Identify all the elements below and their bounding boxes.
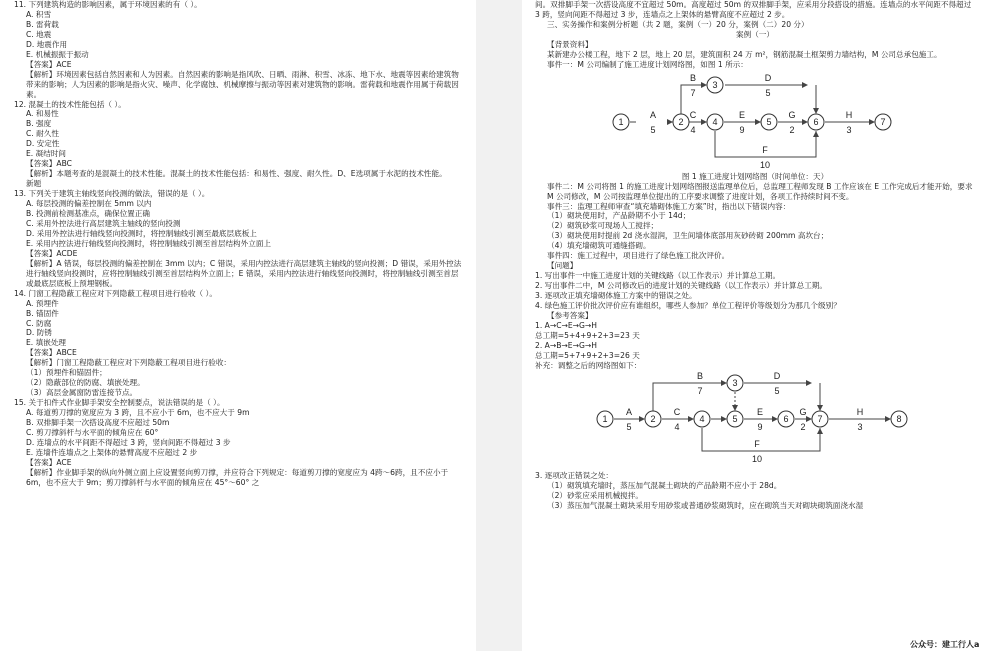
activity-duration: 3	[846, 124, 852, 135]
activity-label: H	[845, 109, 853, 120]
q14-option-c: C. 防腐	[26, 318, 52, 328]
q12-option-e: E. 凝结时间	[26, 149, 67, 159]
activity-duration: 10	[759, 159, 771, 170]
event-4: 事件四：施工过程中，项目进行了绿色施工批次评价。	[547, 251, 730, 261]
footer-watermark-text: 公众号：建工行人a	[910, 640, 980, 649]
q15-option-d: D. 连墙点的水平间距不得超过 3 跨，竖向间距不得超过 3 步	[26, 437, 231, 447]
q15-analysis: 【解析】作业脚手架的纵向外侧立面上应设置竖向剪刀撑，并应符合下列规定：每道剪刀撑的宽度应为 4跨～6跨，且不应小于 6m，也不应大于 9m；剪刀撑斜杆与水平面的倾角应在 45°～60° 之	[26, 467, 449, 487]
q14-analysis-title: 【解析】门窗工程隐蔽工程应对下列隐蔽工程项目进行验收：	[26, 358, 232, 368]
background-text: 某新建办公楼工程，地下 2 层，地上 20 层，建筑面积 24 万 m²，钢筋混凝土框架剪力墙结构，M 公司总承包施工。	[547, 49, 942, 59]
q15-answer: 【答案】ACE	[26, 457, 72, 467]
activity-duration: 4	[690, 124, 696, 135]
event-1: 事件一：M 公司编制了施工进度计划网络图，如图 1 所示：	[547, 59, 748, 69]
activity-duration: 5	[626, 421, 632, 432]
supplement-text: 补充：调整之后的网络图如下：	[535, 360, 642, 370]
question-13-stem: 13. 下列关于建筑主轴线竖向投测的做法，错误的是（ ）。	[14, 189, 210, 199]
q14-analysis-item: （1）预埋件和锚固件；	[26, 368, 107, 378]
questions-label: 【问题】	[547, 261, 578, 271]
q14-analysis-item: （2）隐蔽部位的防腐、填嵌处理。	[26, 378, 145, 388]
activity-label: D	[773, 370, 781, 381]
activity-label: D	[764, 72, 772, 83]
q11-option-d: D. 地震作用	[26, 39, 68, 49]
q14-option-b: B. 锚固件	[26, 308, 59, 318]
activity-label: F	[754, 438, 760, 449]
node-label: 7	[817, 413, 823, 424]
activity-duration: 9	[739, 124, 745, 135]
q13-option-b: B. 投测前检测基准点，确保位置正确	[26, 209, 150, 219]
q13-option-c: C. 采用外控法进行高层建筑主轴线的竖向投测	[26, 218, 181, 228]
q11-analysis: 【解析】环境因素包括自然因素和人为因素。自然因素的影响是指风吹、日晒、雨淋、积雪、冰冻、地下水、地震等因素给建筑物带来的影响；人为因素的影响是指火灾、噪声、化学腐蚀、机械摩擦与振动等因素对建筑物的影响。雷荷载和地震作用属于荷载因素。	[26, 69, 459, 99]
node-label: 4	[712, 116, 718, 127]
activity-label: B	[696, 370, 704, 381]
event-2: 事件二：M 公司将图 1 的施工进度计划网络图报送监理单位后，总监理工程师发现 B 工作应该在 E 工作完成后才能开始，要求 M 公司修改，M 公司按监理单位提出的工序要求调整了进度计划，各项工作持续时间不变。	[547, 181, 973, 201]
page-gutter	[476, 0, 522, 651]
activity-duration: 3	[857, 421, 863, 432]
answer-2: 2. A→B→E→G→H	[535, 340, 597, 350]
q14-analysis-item: （3）高层金属窗防雷连接节点。	[26, 388, 138, 398]
section-heading: 三、实务操作和案例分析题（共 2 题，案例（一）20 分，案例（二）20 分）	[547, 19, 809, 29]
question-14-stem: 14. 门窗工程隐蔽工程应对下列隐蔽工程项目进行验收（ ）。	[14, 288, 217, 298]
question-item: 1. 写出事件一中施工进度计划的关键线路（以工作表示）并计算总工期。	[535, 271, 781, 281]
activity-duration: 2	[789, 124, 795, 135]
q11-answer: 【答案】ACE	[26, 59, 72, 69]
q12-answer: 【答案】ABC	[26, 159, 72, 169]
answer-1: 1. A→C→E→G→H	[535, 320, 597, 330]
q13-option-d: D. 采用外控法进行轴线竖向投测时，将控制轴线引测至最底层底板上	[26, 228, 257, 238]
q13-analysis: 【解析】A 错误，每层投测的偏差控制在 3mm 以内；C 错误，采用内控法进行高层建筑主轴线的竖向投测；D 错误，采用外控法进行轴线竖向投测时，应将控制轴线引测至首层结构外立面上；E 错误，采用内控法进行轴线竖向投测时，将控制轴线引测至首层或最底层底板上预埋钢板。	[26, 258, 462, 288]
activity-duration: 7	[690, 87, 696, 98]
activity-duration: 5	[650, 124, 656, 135]
q15-option-b: B. 双排脚手架一次搭设高度不应超过 50m	[26, 418, 170, 428]
activity-duration: 10	[751, 453, 763, 464]
node-label: 6	[783, 413, 789, 424]
event-3-item: （4）填充墙砌筑可通缝搭砌。	[547, 241, 651, 251]
activity-duration: 4	[674, 421, 680, 432]
node-label: 3	[732, 377, 738, 388]
question-11-stem: 11. 下列建筑构造的影响因素，属于环境因素的有（ ）。	[14, 0, 202, 9]
case-title: 案例（一）	[736, 29, 774, 39]
question-item: 2. 写出事件二中，M 公司修改后的进度计划的关键线路（以工作表示）并计算总工期。	[535, 281, 827, 291]
node-label: 1	[618, 116, 624, 127]
node-label: 6	[813, 116, 819, 127]
activity-label: G	[788, 109, 796, 120]
question-12-stem: 12. 混凝土的技术性能包括（ ）。	[14, 99, 126, 109]
event-3-item: （1）砌块使用时，产品龄期不小于 14d；	[547, 211, 691, 221]
node-label: 2	[678, 116, 684, 127]
q12-option-b: B. 强度	[26, 119, 52, 129]
network-diagram-1	[535, 70, 975, 172]
q15-option-a: A. 每道剪刀撑的宽度应为 3 跨，且不应小于 6m，也不应大于 9m	[26, 408, 250, 418]
answer-3-item: （3）蒸压加气混凝土砌块采用专用砂浆或普通砂浆砌筑时，应在砌筑当天对砌块砌筑面浇水湿	[547, 500, 864, 510]
answer-3-item: （1）砌筑填充墙时，蒸压加气混凝土砌块的产品龄期不应小于 28d。	[547, 480, 782, 490]
node-label: 7	[880, 116, 886, 127]
q11-option-c: C. 地震	[26, 29, 52, 39]
q11-option-b: B. 雷荷载	[26, 19, 59, 29]
node-label: 2	[650, 413, 656, 424]
activity-label: F	[762, 144, 768, 155]
activity-label: C	[689, 109, 697, 120]
event-3: 事件三：监理工程师审查“填充墙砌体施工方案”时，指出以下错误内容：	[547, 201, 791, 211]
q12-option-a: A. 和易性	[26, 109, 59, 119]
question-item: 3. 逐项改正填充墙砌体施工方案中的错误之处。	[535, 291, 697, 301]
q12-option-c: C. 耐久性	[26, 129, 59, 139]
question-item: 4. 绿色施工评价批次评价应有谁组织，哪些人参加？单位工程评价等级划分为那几个级别？	[535, 301, 841, 311]
activity-label: A	[625, 406, 633, 417]
figure-1-caption: 图 1 施工进度计划网络图（时间单位：天）	[681, 171, 829, 181]
q14-option-d: D. 防锈	[26, 328, 52, 338]
left-page	[14, 0, 466, 651]
activity-label: C	[673, 406, 681, 417]
activity-label: G	[799, 406, 807, 417]
node-label: 3	[712, 79, 718, 90]
node-label: 5	[766, 116, 772, 127]
answer-3-item: （2）砂浆应采用机械搅拌。	[547, 490, 643, 500]
node-label: 5	[732, 413, 738, 424]
right-page	[535, 0, 975, 651]
q15-option-c: C. 剪刀撑斜杆与水平面的倾角应在 60°	[26, 427, 159, 437]
background-label: 【背景资料】	[547, 39, 593, 49]
answer-1-total: 总工期=5+4+9+2+3=23 天	[535, 330, 640, 340]
q12-note: 新题	[26, 179, 42, 189]
q11-option-a: A. 积雪	[26, 9, 52, 19]
q15-analysis-continuation: 间。双排脚手架一次搭设高度不宜超过 50m。高度超过 50m 的双排脚手架，应采用分段搭设的措施。连墙点的水平间距不得超过 3 跨，竖向间距不得超过 3 步，连墙点之上架体的悬臂高度不应超过 2 步。	[535, 0, 972, 19]
activity-label: B	[689, 72, 697, 83]
activity-duration: 5	[765, 87, 771, 98]
event-3-item: （2）砌筑砂浆可现场人工搅拌；	[547, 221, 659, 231]
q13-option-a: A. 每层投测的偏差控制在 5mm 以内	[26, 199, 152, 209]
question-15-stem: 15. 关于扣件式作业脚手架安全控制要点，说法错误的是（ ）。	[14, 398, 225, 408]
q13-option-e: E. 采用内控法进行轴线竖向投测时，将控制轴线引测至首层结构外立面上	[26, 238, 272, 248]
q14-option-a: A. 预埋件	[26, 298, 59, 308]
answer-2-total: 总工期=5+7+9+2+3=26 天	[535, 350, 640, 360]
reference-answer-label: 【参考答案】	[547, 311, 593, 321]
activity-label: H	[856, 406, 864, 417]
q14-answer: 【答案】ABCE	[26, 348, 77, 358]
node-label: 4	[699, 413, 705, 424]
q14-option-e: E. 填嵌处理	[26, 338, 67, 348]
activity-label: A	[649, 109, 657, 120]
activity-duration: 2	[800, 421, 806, 432]
q15-option-e: E. 连墙件连墙点之上架体的悬臂高度不应超过 2 步	[26, 447, 198, 457]
network-diagram-2	[535, 371, 975, 471]
node-label: 8	[896, 413, 902, 424]
activity-label: E	[738, 109, 746, 120]
node-label: 1	[602, 413, 608, 424]
activity-duration: 7	[697, 385, 703, 396]
answer-3-title: 3. 逐项改正错误之处：	[535, 470, 614, 480]
event-3-item: （3）砌块使用时提前 2d 浇水湿润，卫生间墙体底部用灰砂砖砌 200mm 高坎台；	[547, 231, 829, 241]
activity-duration: 5	[774, 385, 780, 396]
q12-option-d: D. 安定性	[26, 139, 60, 149]
q11-option-e: E. 机械振振于振动	[26, 49, 89, 59]
activity-duration: 9	[757, 421, 763, 432]
q12-analysis: 【解析】本题考查的是混凝土的技术性能。混凝土的技术性能包括：和易性、强度、耐久性。D、E选项属于水泥的技术性能。	[26, 169, 447, 179]
q13-answer: 【答案】ACDE	[26, 248, 78, 258]
activity-label: E	[756, 406, 764, 417]
